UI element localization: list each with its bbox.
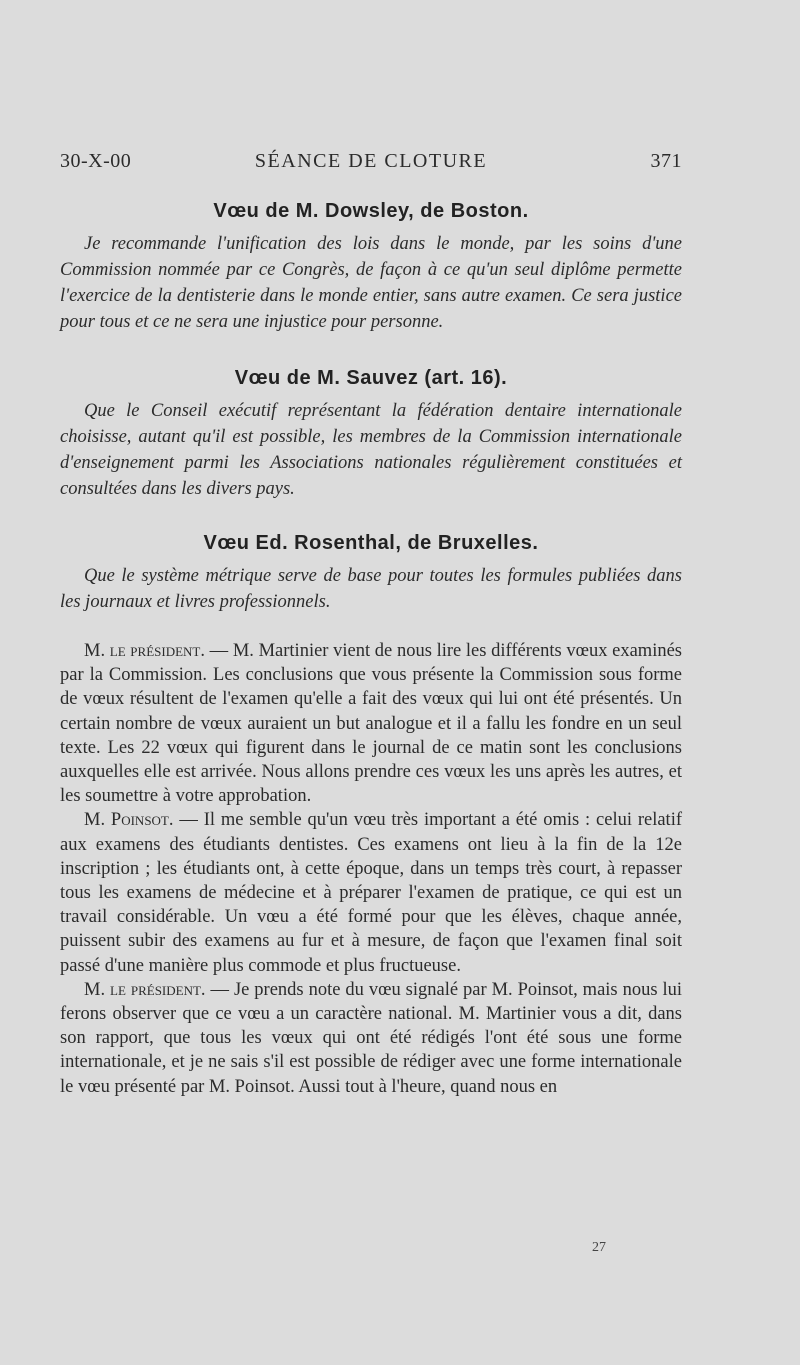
voeu-text: Que le système métrique serve de base pour toutes les formules publiées dans les journaux et livres professionnels. [60, 566, 682, 612]
signature-mark: 27 [592, 1240, 606, 1255]
paragraph-text: — Je prends note du vœu signalé par M. Poinsot, mais nous lui ferons observer que ce vœu a un caractère national. M. Martinier vous a dit, dans son rapport, que tous les vœux qui ont été rédigés l'ont été sous une forme internationale, et je ne sais s'il est possible de rédiger avec une forme internationale le vœu présenté par M. Poinsot. Aussi tout à l'heure, quand nous en [60, 979, 683, 1097]
voeu-dowsley [60, 200, 682, 335]
page-content [60, 200, 682, 1099]
voeu-text: Je recommande l'unification des lois dans le monde, par les soins d'une Commission nommée par ce Congrès, de façon à ce qu'un seul diplôme permette l'exercice de la dentisterie dans le monde entier, sans autre examen. Ce sera justice pour tous et ce ne sera une injustice pour personne. [60, 234, 682, 332]
voeu-title: Vœu de M. Sauvez (art. 16). [234, 367, 508, 389]
speaker-name: M. Poinsot. [84, 810, 174, 831]
voeu-text: Que le Conseil exécutif représentant la fédération dentaire internationale choisisse, autant qu'il est possible, les membres de la Commission internationale d'enseignement parmi les Associations nationales régulièrement constituées et consultées dans les divers pays. [60, 401, 682, 499]
speaker-name: M. le président. [84, 641, 205, 661]
paragraph-text: — M. Martinier vient de nous lire les différents vœux examinés par la Commission. Les conclusions que vous présente la Commission sous forme de vœux résultent de l'examen qu'elle a fait des vœux qui lui ont été présentés. Un certain nombre de vœux auraient un but analogue et il a fallu les fondre en un seul texte. Les 22 vœux qui figurent dans le journal de ce matin sont les conclusions auxquelles elle est arrivée. Nous allons prendre ces vœux les uns après les autres, et les soumettre à votre approbation. [60, 641, 682, 807]
speaker-name: M. le président. [84, 979, 206, 1000]
header-title: SÉANCE DE CLOTURE [254, 150, 488, 172]
voeu-title: Vœu de M. Dowsley, de Boston. [213, 200, 529, 222]
paragraph [60, 639, 682, 808]
voeu-rosenthal [60, 532, 682, 615]
paragraph [60, 808, 682, 977]
header-date: 30-X-00 [60, 150, 132, 172]
voeu-title: Vœu Ed. Rosenthal, de Bruxelles. [203, 532, 539, 554]
voeu-sauvez [60, 367, 682, 502]
paragraph [60, 978, 682, 1099]
page-number: 371 [650, 150, 682, 172]
discussion [60, 639, 682, 1099]
paragraph-text: — Il me semble qu'un vœu très important a été omis : celui relatif aux examens des étudiants dentistes. Ces examens ont lieu à la fin de la 12e inscription ; les étudiants ont, à cette époque, dans un temps très court, à repasser tous les examens de médecine et à préparer l'examen de pratique, ce qui est un travail considérable. Un vœu a été formé pour que les élèves, chaque année, puissent subir des examens au fur et à mesure, de façon que l'examen final soit passé d'une manière plus commode et plus fructueuse. [60, 810, 682, 976]
